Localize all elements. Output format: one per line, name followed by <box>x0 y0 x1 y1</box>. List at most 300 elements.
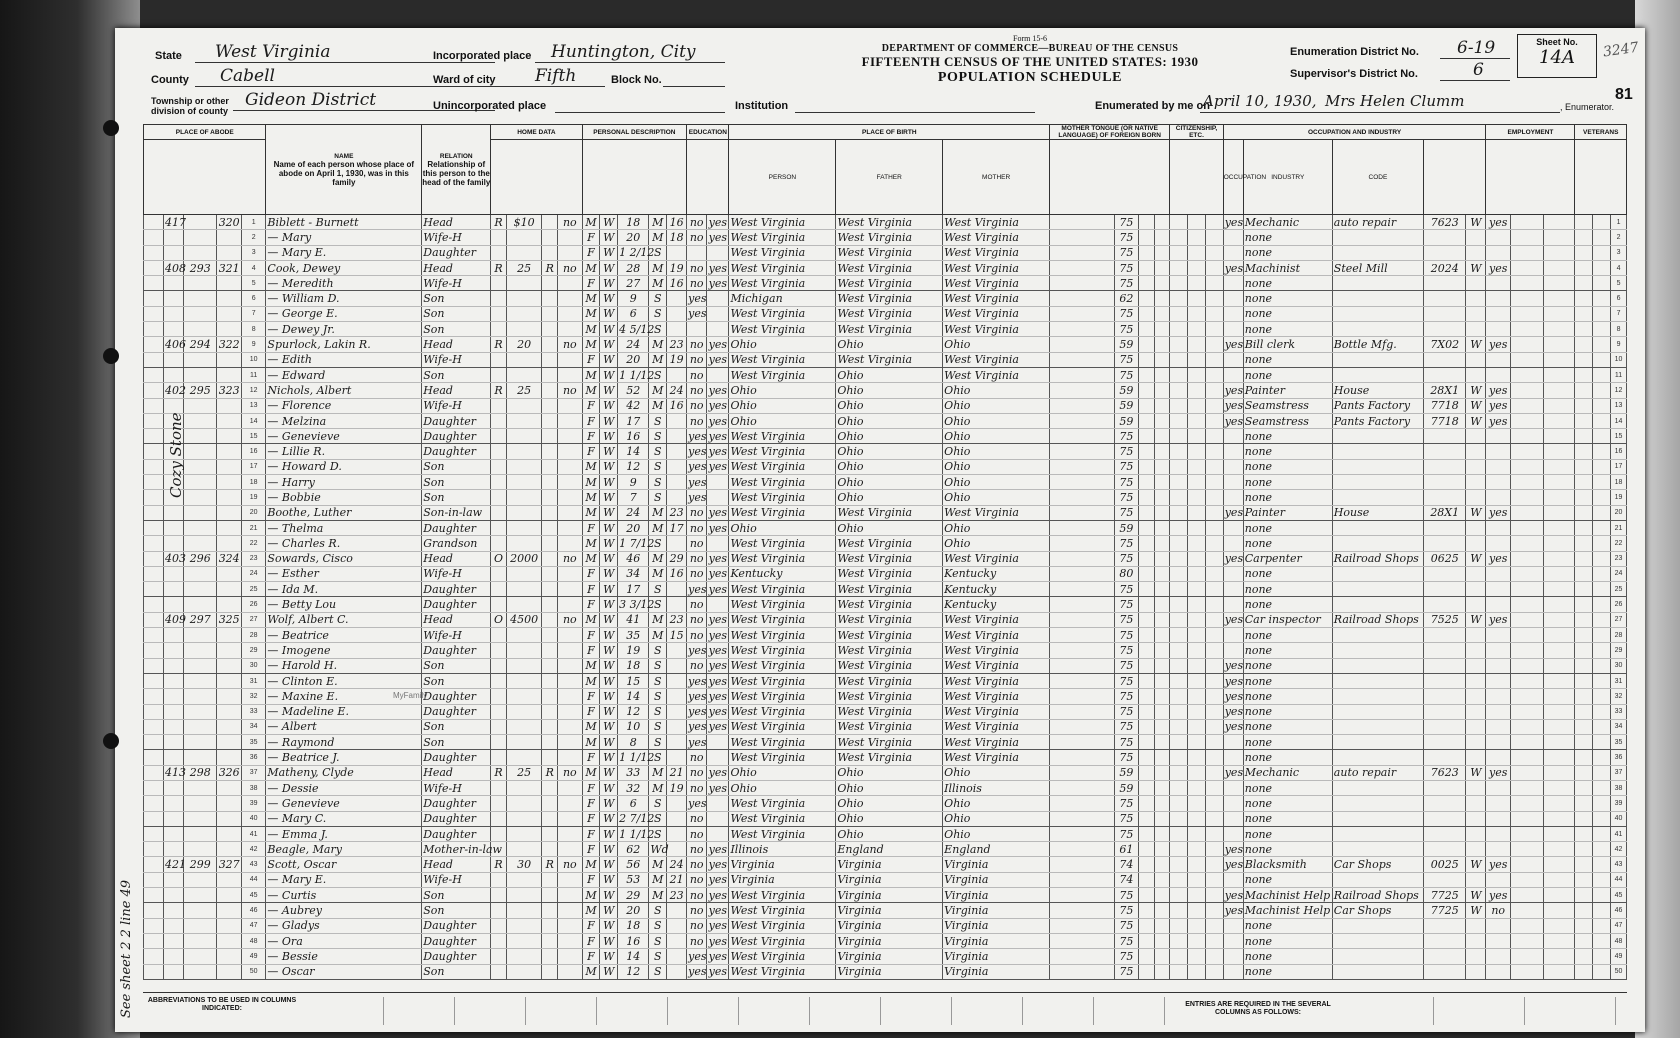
marital-status: S <box>649 719 667 734</box>
age-at-marriage <box>667 306 687 321</box>
employed <box>1486 566 1510 581</box>
birth-code: 59 <box>1114 765 1138 780</box>
sex: M <box>582 475 600 490</box>
sex: M <box>582 903 600 918</box>
empty-cell <box>1593 964 1611 979</box>
home-value <box>506 735 542 750</box>
relation: Daughter <box>422 933 491 948</box>
person-name: — Gladys <box>266 918 422 933</box>
occupation: none <box>1243 490 1332 505</box>
empty-cell <box>1205 780 1223 795</box>
group-citizenship: CITIZENSHIP, ETC. <box>1170 125 1223 140</box>
radio-set <box>542 291 558 306</box>
line-number: 2 <box>241 230 265 245</box>
age: 41 <box>618 612 649 627</box>
empty-cell <box>1575 658 1593 673</box>
industry: Railroad Shops <box>1332 612 1423 627</box>
table-row <box>144 306 1627 321</box>
empty-cell <box>1593 643 1611 658</box>
house-number <box>164 536 184 551</box>
empty-cell <box>1139 413 1155 428</box>
birth-code: 75 <box>1114 245 1138 260</box>
marital-status: S <box>649 536 667 551</box>
home-value <box>506 520 542 535</box>
age: 35 <box>618 628 649 643</box>
literacy: yes <box>708 613 728 627</box>
empty-cell <box>1510 628 1543 643</box>
empty-cell <box>1575 367 1593 382</box>
sex: F <box>582 429 600 444</box>
school-attendance: yes <box>688 582 707 596</box>
occupation-code <box>1424 582 1466 597</box>
empty-cell <box>1188 444 1206 459</box>
empty-cell <box>1154 429 1170 444</box>
age: 8 <box>618 735 649 750</box>
birthplace: West Virginia <box>729 429 836 444</box>
age-at-marriage: 29 <box>667 551 687 566</box>
birthplace: Michigan <box>729 291 836 306</box>
literacy: yes <box>708 919 728 933</box>
empty-cell <box>1170 826 1188 841</box>
race: W <box>600 306 618 321</box>
employed: yes <box>1486 888 1510 903</box>
occupation-code <box>1424 643 1466 658</box>
table-row <box>144 566 1627 581</box>
empty-cell <box>1188 842 1206 857</box>
family-number <box>217 291 241 306</box>
empty-cell <box>1154 826 1170 841</box>
population-table <box>143 124 1627 980</box>
on-farm <box>558 505 583 520</box>
line-number-right: 46 <box>1611 903 1627 918</box>
empty-cell <box>1575 306 1593 321</box>
on-farm: no <box>558 383 583 398</box>
age-at-marriage: 24 <box>667 383 687 398</box>
empty-cell <box>1154 872 1170 887</box>
enumerated-date: April 10, 1930, <box>1203 92 1317 110</box>
table-row <box>144 260 1627 275</box>
empty-cell <box>1170 903 1188 918</box>
birthplace: West Virginia <box>729 475 836 490</box>
table-row <box>144 872 1627 887</box>
birth-code: 75 <box>1114 551 1138 566</box>
home-tenure <box>491 582 507 597</box>
line-number-right: 26 <box>1611 597 1627 612</box>
person-name: — Madeline E. <box>266 704 422 719</box>
home-value <box>506 444 542 459</box>
table-row <box>144 826 1627 841</box>
birth-code: 75 <box>1114 750 1138 765</box>
empty-cell <box>1205 872 1223 887</box>
literacy: yes <box>708 215 728 229</box>
empty-cell <box>1188 276 1206 291</box>
birth-person-header: PERSON <box>729 140 836 215</box>
occupation-code <box>1424 719 1466 734</box>
mother-birthplace: Ohio <box>943 475 1050 490</box>
home-value <box>506 276 542 291</box>
father-birthplace: West Virginia <box>836 352 943 367</box>
industry <box>1332 429 1423 444</box>
empty-cell <box>1510 750 1543 765</box>
empty-cell <box>1205 750 1223 765</box>
empty-cell <box>1510 872 1543 887</box>
on-farm <box>558 597 583 612</box>
street <box>144 750 164 765</box>
school-attendance: no <box>687 597 707 612</box>
birthplace: West Virginia <box>729 673 836 688</box>
table-row <box>144 245 1627 260</box>
age: 10 <box>618 719 649 734</box>
empty-cell <box>1544 918 1575 933</box>
relation: Son <box>422 490 491 505</box>
relation: Daughter <box>422 520 491 535</box>
empty-cell <box>1593 826 1611 841</box>
empty-cell <box>1154 413 1170 428</box>
marital-status: S <box>649 750 667 765</box>
empty-cell <box>1544 215 1575 230</box>
sex: M <box>582 888 600 903</box>
age-at-marriage: 23 <box>667 888 687 903</box>
mother-tongue <box>1050 826 1115 841</box>
township-label: Township or other division of county <box>151 96 229 116</box>
county-label: County <box>151 74 189 86</box>
relation: Head <box>422 765 491 780</box>
dwelling-number <box>184 444 217 459</box>
sex: F <box>582 796 600 811</box>
school-attendance: no <box>687 658 707 673</box>
empty-cell <box>1154 551 1170 566</box>
code-header: CODE <box>1332 140 1423 215</box>
group-relation: RELATION <box>439 152 473 160</box>
employed <box>1486 964 1510 979</box>
employed <box>1486 490 1510 505</box>
school-attendance: yes <box>688 292 707 306</box>
person-name: — Bessie <box>266 949 422 964</box>
citizenship-work <box>1223 367 1243 382</box>
empty-cell <box>1544 811 1575 826</box>
house-number <box>164 826 184 841</box>
sex: F <box>582 780 600 795</box>
industry <box>1332 475 1423 490</box>
birthplace: West Virginia <box>729 888 836 903</box>
employed <box>1486 597 1510 612</box>
empty-cell <box>1510 888 1543 903</box>
empty-cell <box>1139 673 1155 688</box>
relation: Wife-H <box>422 780 491 795</box>
age-at-marriage <box>667 444 687 459</box>
empty-cell <box>1154 704 1170 719</box>
person-name: — Maxine E. <box>266 689 422 704</box>
marital-status: M <box>649 352 667 367</box>
age: 29 <box>618 888 649 903</box>
empty-cell <box>1139 245 1155 260</box>
line-number: 19 <box>241 490 265 505</box>
family-number <box>217 628 241 643</box>
empty-cell <box>1593 842 1611 857</box>
relation: Grandson <box>422 536 491 551</box>
empty-cell <box>1593 628 1611 643</box>
dwelling-number: 294 <box>184 337 217 352</box>
table-row <box>144 475 1627 490</box>
person-name: — Imogene <box>266 643 422 658</box>
age: 6 <box>618 306 649 321</box>
mother-tongue <box>1050 888 1115 903</box>
empty-cell <box>1154 857 1170 872</box>
street <box>144 413 164 428</box>
dwelling-number <box>184 352 217 367</box>
dwelling-number <box>184 964 217 979</box>
street <box>144 215 164 230</box>
mother-birthplace: West Virginia <box>943 306 1050 321</box>
street <box>144 597 164 612</box>
radio-set <box>542 872 558 887</box>
worker-class <box>1466 429 1486 444</box>
birthplace: West Virginia <box>729 628 836 643</box>
mother-birthplace: West Virginia <box>943 352 1050 367</box>
race: W <box>600 704 618 719</box>
occupation: Mechanic <box>1243 215 1332 230</box>
birth-code: 75 <box>1114 490 1138 505</box>
occupation: none <box>1243 933 1332 948</box>
empty-cell <box>1593 536 1611 551</box>
line-number: 33 <box>241 704 265 719</box>
birth-code: 75 <box>1114 811 1138 826</box>
empty-cell <box>1139 398 1155 413</box>
employment-subheaders <box>1486 140 1575 215</box>
family-number: 324 <box>218 552 240 566</box>
street <box>144 796 164 811</box>
empty-cell <box>1188 643 1206 658</box>
occupation-code <box>1424 306 1466 321</box>
empty-cell <box>1593 857 1611 872</box>
line-number: 32 <box>241 689 265 704</box>
father-birthplace: Ohio <box>836 459 943 474</box>
father-birthplace: West Virginia <box>836 245 943 260</box>
citizenship-work <box>1223 459 1243 474</box>
empty-cell <box>1205 811 1223 826</box>
street <box>144 689 164 704</box>
empty-cell <box>1139 367 1155 382</box>
birthplace: Virginia <box>729 872 836 887</box>
empty-cell <box>1593 765 1611 780</box>
empty-cell <box>1544 888 1575 903</box>
occupation-code <box>1424 796 1466 811</box>
empty-cell <box>1188 215 1206 230</box>
empty-cell <box>1593 398 1611 413</box>
empty-cell <box>1139 658 1155 673</box>
empty-cell <box>1205 413 1223 428</box>
empty-cell <box>1154 490 1170 505</box>
form-number: Form 15-6 <box>1013 34 1047 43</box>
table-row <box>144 888 1627 903</box>
worker-class <box>1466 475 1486 490</box>
empty-cell <box>1188 551 1206 566</box>
census-title: FIFTEENTH CENSUS OF THE UNITED STATES: 1930 <box>861 54 1199 69</box>
father-birthplace: West Virginia <box>836 628 943 643</box>
occupation: Machinist <box>1243 260 1332 275</box>
empty-cell <box>1154 628 1170 643</box>
line-number-right: 30 <box>1611 658 1627 673</box>
dwelling-number <box>184 398 217 413</box>
street <box>144 459 164 474</box>
line-number-right: 48 <box>1611 933 1627 948</box>
birthplace: Virginia <box>729 857 836 872</box>
house-number <box>164 352 184 367</box>
table-row <box>144 551 1627 566</box>
mother-tongue <box>1050 245 1115 260</box>
empty-cell <box>1575 566 1593 581</box>
age-at-marriage <box>667 413 687 428</box>
dwelling-number <box>184 933 217 948</box>
citizenship-work <box>1223 933 1243 948</box>
line-number-right: 14 <box>1611 413 1627 428</box>
empty-cell <box>1170 245 1188 260</box>
mother-birthplace: West Virginia <box>943 367 1050 382</box>
family-number <box>217 459 241 474</box>
line-number-right: 10 <box>1611 352 1627 367</box>
worker-class <box>1466 964 1486 979</box>
empty-cell <box>1593 918 1611 933</box>
empty-cell <box>1575 796 1593 811</box>
age: 42 <box>618 398 649 413</box>
on-farm <box>558 276 583 291</box>
empty-cell <box>1510 735 1543 750</box>
empty-cell <box>1205 689 1223 704</box>
person-name: — Bobbie <box>266 490 422 505</box>
empty-cell <box>1544 750 1575 765</box>
street <box>144 735 164 750</box>
relation: Daughter <box>422 444 491 459</box>
marital-status: S <box>649 704 667 719</box>
birth-code: 74 <box>1114 872 1138 887</box>
citizenship-work: yes <box>1224 506 1244 520</box>
empty-cell <box>1510 949 1543 964</box>
employed <box>1486 444 1510 459</box>
home-tenure <box>491 826 507 841</box>
literacy <box>707 796 729 811</box>
industry: Railroad Shops <box>1332 551 1423 566</box>
mother-birthplace: West Virginia <box>943 689 1050 704</box>
sex: M <box>582 719 600 734</box>
literacy: yes <box>708 781 728 795</box>
person-name: — Howard D. <box>266 459 422 474</box>
empty-cell <box>1139 964 1155 979</box>
street <box>144 765 164 780</box>
home-value <box>506 628 542 643</box>
state-line <box>195 62 495 63</box>
age: 32 <box>618 780 649 795</box>
mother-birthplace: Ohio <box>943 398 1050 413</box>
dwelling-number <box>184 505 217 520</box>
line-number: 9 <box>241 337 265 352</box>
radio-set <box>542 520 558 535</box>
citizenship-work: yes <box>1224 888 1244 902</box>
empty-cell <box>1575 826 1593 841</box>
street <box>144 276 164 291</box>
citizenship-work <box>1223 796 1243 811</box>
occupation: none <box>1243 842 1332 857</box>
house-number <box>164 673 184 688</box>
ed-label: Enumeration District No. <box>1290 46 1419 58</box>
person-name: — Albert <box>266 719 422 734</box>
house-number <box>164 582 184 597</box>
table-row <box>144 276 1627 291</box>
empty-cell <box>1593 689 1611 704</box>
line-number: 24 <box>241 566 265 581</box>
incorporated-label: Incorporated place <box>433 50 532 62</box>
empty-cell <box>1593 933 1611 948</box>
mother-birthplace: Virginia <box>943 888 1050 903</box>
line-number-right: 39 <box>1611 796 1627 811</box>
literacy <box>707 291 729 306</box>
employed <box>1486 306 1510 321</box>
occupation: none <box>1243 566 1332 581</box>
empty-cell <box>1544 230 1575 245</box>
mother-birthplace: West Virginia <box>943 245 1050 260</box>
line-number: 43 <box>241 857 265 872</box>
father-birthplace: West Virginia <box>836 689 943 704</box>
dwelling-number: 297 <box>184 612 217 627</box>
empty-cell <box>1170 643 1188 658</box>
on-farm <box>558 566 583 581</box>
citizenship-work: yes <box>1224 674 1244 688</box>
citizenship-work: yes <box>1224 414 1244 428</box>
empty-cell <box>1139 949 1155 964</box>
mother-tongue <box>1050 429 1115 444</box>
street <box>144 520 164 535</box>
table-row <box>144 689 1627 704</box>
home-value <box>506 245 542 260</box>
birth-code: 59 <box>1114 413 1138 428</box>
empty-cell <box>1154 459 1170 474</box>
empty-cell <box>1170 322 1188 337</box>
dwelling-number <box>184 826 217 841</box>
on-farm: no <box>558 765 583 780</box>
empty-cell <box>1188 689 1206 704</box>
occupation-code <box>1424 322 1466 337</box>
mother-birthplace: Ohio <box>943 536 1050 551</box>
occupation-code <box>1424 475 1466 490</box>
sex: M <box>582 673 600 688</box>
relation: Daughter <box>422 689 491 704</box>
empty-cell <box>1510 337 1543 352</box>
occupation-code: 7623 <box>1424 765 1466 780</box>
line-number: 23 <box>241 551 265 566</box>
empty-cell <box>1170 597 1188 612</box>
empty-cell <box>1170 475 1188 490</box>
mother-birthplace: West Virginia <box>943 551 1050 566</box>
birth-father-header: FATHER <box>836 140 943 215</box>
home-tenure <box>491 719 507 734</box>
occupation: none <box>1243 230 1332 245</box>
person-name: — Clinton E. <box>266 673 422 688</box>
empty-cell <box>1188 704 1206 719</box>
empty-cell <box>1510 322 1543 337</box>
marital-status: S <box>649 826 667 841</box>
mother-birthplace: West Virginia <box>943 673 1050 688</box>
line-number: 46 <box>241 903 265 918</box>
industry <box>1332 735 1423 750</box>
enumerator-name: Mrs Helen Clumm <box>1325 92 1465 110</box>
birth-code: 75 <box>1114 903 1138 918</box>
worker-class <box>1466 367 1486 382</box>
home-value <box>506 750 542 765</box>
line-number-right: 15 <box>1611 429 1627 444</box>
empty-cell <box>1575 260 1593 275</box>
empty-cell <box>1575 505 1593 520</box>
empty-cell <box>1154 383 1170 398</box>
employed <box>1486 933 1510 948</box>
